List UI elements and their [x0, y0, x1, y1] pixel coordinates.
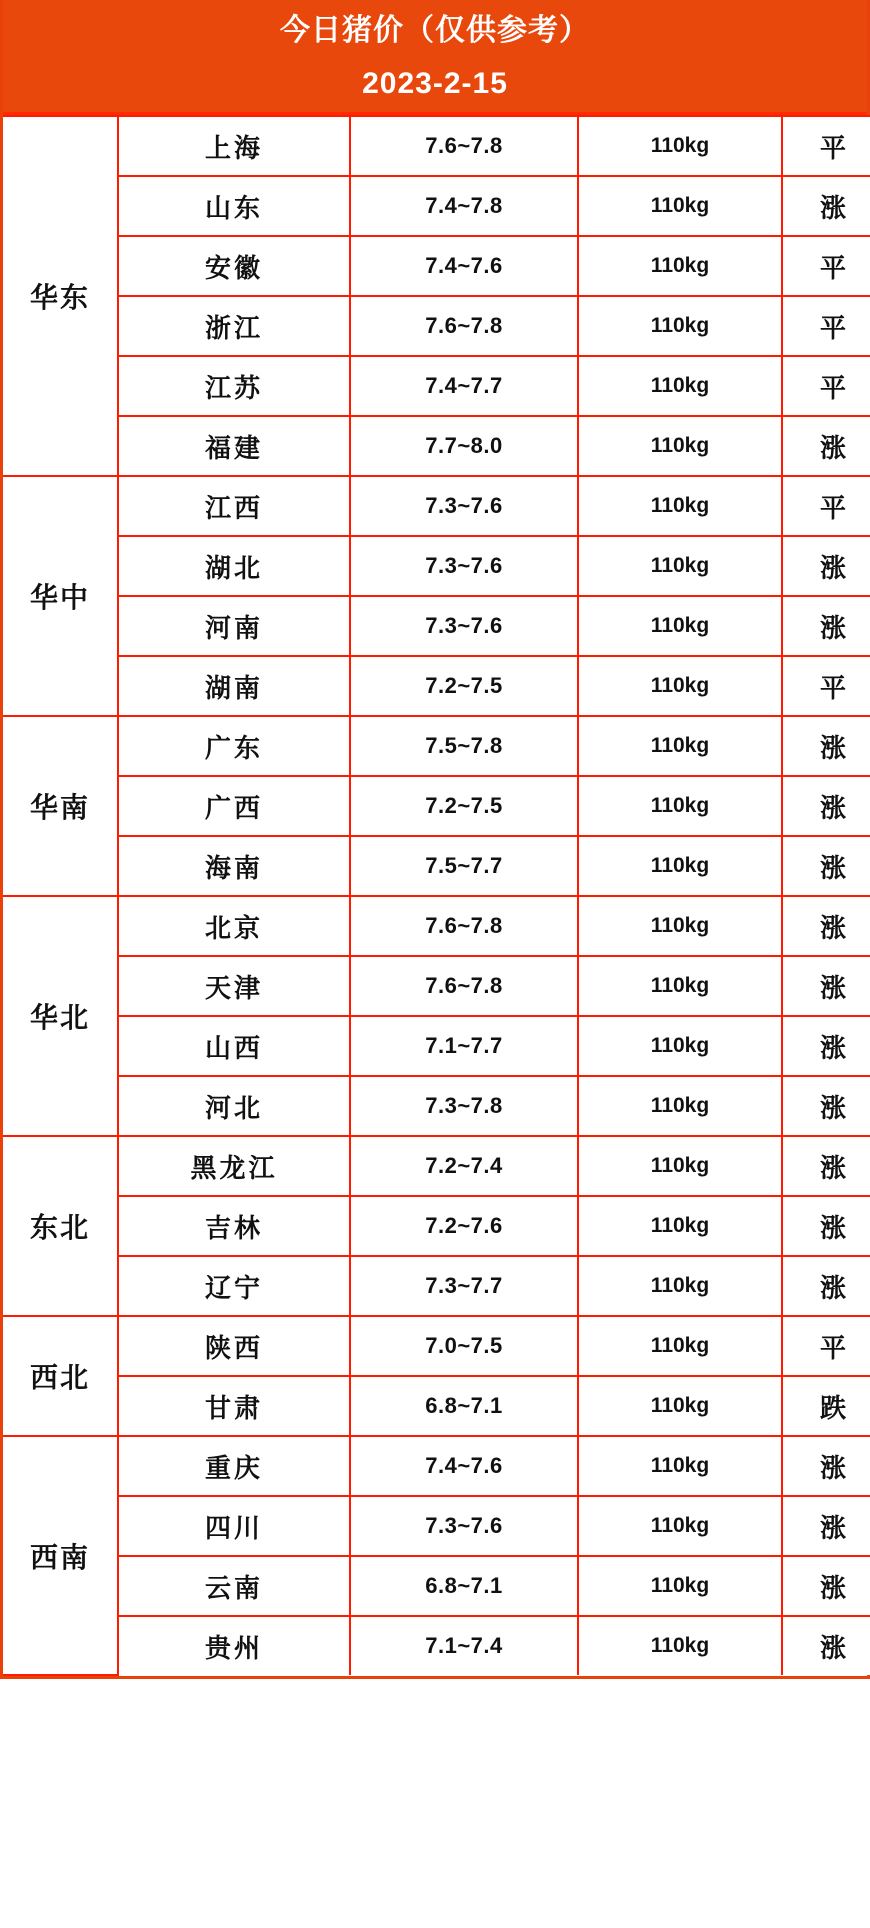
price-cell: 7.6~7.8	[350, 116, 578, 176]
region-cell: 西北	[3, 1316, 118, 1436]
table-row	[3, 1316, 870, 1376]
weight-cell: 110kg	[578, 116, 782, 176]
province-cell: 上海	[118, 116, 350, 176]
table-row	[3, 896, 870, 956]
price-cell: 7.5~7.7	[350, 836, 578, 896]
region-cell: 华中	[3, 476, 118, 716]
table-row	[3, 596, 870, 656]
weight-cell: 110kg	[578, 1616, 782, 1675]
province-cell: 河南	[118, 596, 350, 656]
price-cell: 7.3~7.8	[350, 1076, 578, 1136]
table-row	[3, 716, 870, 776]
price-cell: 7.4~7.7	[350, 356, 578, 416]
price-cell: 7.4~7.8	[350, 176, 578, 236]
weight-cell: 110kg	[578, 536, 782, 596]
price-cell: 7.3~7.6	[350, 1496, 578, 1556]
weight-cell: 110kg	[578, 656, 782, 716]
trend-cell: 涨	[782, 1556, 870, 1616]
weight-cell: 110kg	[578, 716, 782, 776]
weight-cell: 110kg	[578, 836, 782, 896]
table-row	[3, 1376, 870, 1436]
region-cell: 西南	[3, 1436, 118, 1675]
trend-cell: 涨	[782, 416, 870, 476]
trend-cell: 涨	[782, 1196, 870, 1256]
trend-cell: 平	[782, 116, 870, 176]
weight-cell: 110kg	[578, 1496, 782, 1556]
trend-cell: 涨	[782, 176, 870, 236]
weight-cell: 110kg	[578, 1196, 782, 1256]
weight-cell: 110kg	[578, 416, 782, 476]
trend-cell: 涨	[782, 1436, 870, 1496]
weight-cell: 110kg	[578, 1376, 782, 1436]
province-cell: 云南	[118, 1556, 350, 1616]
weight-cell: 110kg	[578, 1076, 782, 1136]
weight-cell: 110kg	[578, 956, 782, 1016]
weight-cell: 110kg	[578, 1556, 782, 1616]
trend-cell: 平	[782, 296, 870, 356]
trend-cell: 涨	[782, 1016, 870, 1076]
region-cell: 东北	[3, 1136, 118, 1316]
weight-cell: 110kg	[578, 1256, 782, 1316]
table-row	[3, 1076, 870, 1136]
price-cell: 7.2~7.4	[350, 1136, 578, 1196]
trend-cell: 涨	[782, 956, 870, 1016]
price-cell: 7.3~7.6	[350, 536, 578, 596]
price-cell: 6.8~7.1	[350, 1556, 578, 1616]
province-cell: 山东	[118, 176, 350, 236]
region-cell: 华北	[3, 896, 118, 1136]
weight-cell: 110kg	[578, 176, 782, 236]
trend-cell: 涨	[782, 1616, 870, 1675]
province-cell: 甘肃	[118, 1376, 350, 1436]
province-cell: 贵州	[118, 1616, 350, 1675]
province-cell: 江苏	[118, 356, 350, 416]
table-row	[3, 416, 870, 476]
province-cell: 陕西	[118, 1316, 350, 1376]
trend-cell: 涨	[782, 1076, 870, 1136]
trend-cell: 涨	[782, 1136, 870, 1196]
trend-cell: 涨	[782, 836, 870, 896]
province-cell: 重庆	[118, 1436, 350, 1496]
page-date: 2023-2-15	[3, 59, 867, 115]
table-row	[3, 1556, 870, 1616]
table-row	[3, 296, 870, 356]
weight-cell: 110kg	[578, 1016, 782, 1076]
page-title: 今日猪价（仅供参考）	[3, 0, 867, 59]
weight-cell: 110kg	[578, 236, 782, 296]
province-cell: 广东	[118, 716, 350, 776]
table-row	[3, 1616, 870, 1675]
price-cell: 7.4~7.6	[350, 1436, 578, 1496]
price-cell: 7.7~8.0	[350, 416, 578, 476]
table-row	[3, 236, 870, 296]
trend-cell: 涨	[782, 1256, 870, 1316]
trend-cell: 平	[782, 656, 870, 716]
province-cell: 湖南	[118, 656, 350, 716]
region-cell: 华南	[3, 716, 118, 896]
weight-cell: 110kg	[578, 596, 782, 656]
table-row	[3, 476, 870, 536]
province-cell: 海南	[118, 836, 350, 896]
province-cell: 安徽	[118, 236, 350, 296]
table-row	[3, 956, 870, 1016]
trend-cell: 涨	[782, 536, 870, 596]
province-cell: 福建	[118, 416, 350, 476]
weight-cell: 110kg	[578, 776, 782, 836]
trend-cell: 涨	[782, 776, 870, 836]
province-cell: 广西	[118, 776, 350, 836]
weight-cell: 110kg	[578, 356, 782, 416]
price-cell: 7.3~7.7	[350, 1256, 578, 1316]
table-row	[3, 776, 870, 836]
table-row	[3, 656, 870, 716]
price-cell: 7.3~7.6	[350, 476, 578, 536]
trend-cell: 涨	[782, 596, 870, 656]
price-cell: 7.2~7.6	[350, 1196, 578, 1256]
province-cell: 黑龙江	[118, 1136, 350, 1196]
trend-cell: 涨	[782, 896, 870, 956]
trend-cell: 涨	[782, 1496, 870, 1556]
trend-cell: 平	[782, 476, 870, 536]
price-cell: 7.4~7.6	[350, 236, 578, 296]
price-cell: 7.2~7.5	[350, 776, 578, 836]
weight-cell: 110kg	[578, 296, 782, 356]
table-row	[3, 1136, 870, 1196]
weight-cell: 110kg	[578, 1136, 782, 1196]
trend-cell: 涨	[782, 716, 870, 776]
table-row	[3, 836, 870, 896]
table-row	[3, 356, 870, 416]
trend-cell: 平	[782, 236, 870, 296]
trend-cell: 平	[782, 1316, 870, 1376]
table-row	[3, 1196, 870, 1256]
province-cell: 天津	[118, 956, 350, 1016]
weight-cell: 110kg	[578, 896, 782, 956]
price-table-body	[3, 116, 870, 1675]
price-cell: 7.6~7.8	[350, 296, 578, 356]
table-row	[3, 536, 870, 596]
price-cell: 7.3~7.6	[350, 596, 578, 656]
province-cell: 北京	[118, 896, 350, 956]
weight-cell: 110kg	[578, 476, 782, 536]
price-cell: 7.5~7.8	[350, 716, 578, 776]
weight-cell: 110kg	[578, 1436, 782, 1496]
price-cell: 7.6~7.8	[350, 956, 578, 1016]
province-cell: 山西	[118, 1016, 350, 1076]
trend-cell: 跌	[782, 1376, 870, 1436]
price-table	[3, 115, 870, 1676]
table-row	[3, 116, 870, 176]
trend-cell: 平	[782, 356, 870, 416]
weight-cell: 110kg	[578, 1316, 782, 1376]
province-cell: 浙江	[118, 296, 350, 356]
table-row	[3, 176, 870, 236]
price-cell: 7.1~7.7	[350, 1016, 578, 1076]
table-row	[3, 1016, 870, 1076]
table-row	[3, 1436, 870, 1496]
price-cell: 7.1~7.4	[350, 1616, 578, 1675]
province-cell: 江西	[118, 476, 350, 536]
region-cell: 华东	[3, 116, 118, 476]
province-cell: 四川	[118, 1496, 350, 1556]
table-row	[3, 1496, 870, 1556]
province-cell: 湖北	[118, 536, 350, 596]
table-row	[3, 1256, 870, 1316]
province-cell: 河北	[118, 1076, 350, 1136]
price-cell: 7.2~7.5	[350, 656, 578, 716]
province-cell: 辽宁	[118, 1256, 350, 1316]
province-cell: 吉林	[118, 1196, 350, 1256]
price-cell: 7.0~7.5	[350, 1316, 578, 1376]
price-cell: 6.8~7.1	[350, 1376, 578, 1436]
price-cell: 7.6~7.8	[350, 896, 578, 956]
